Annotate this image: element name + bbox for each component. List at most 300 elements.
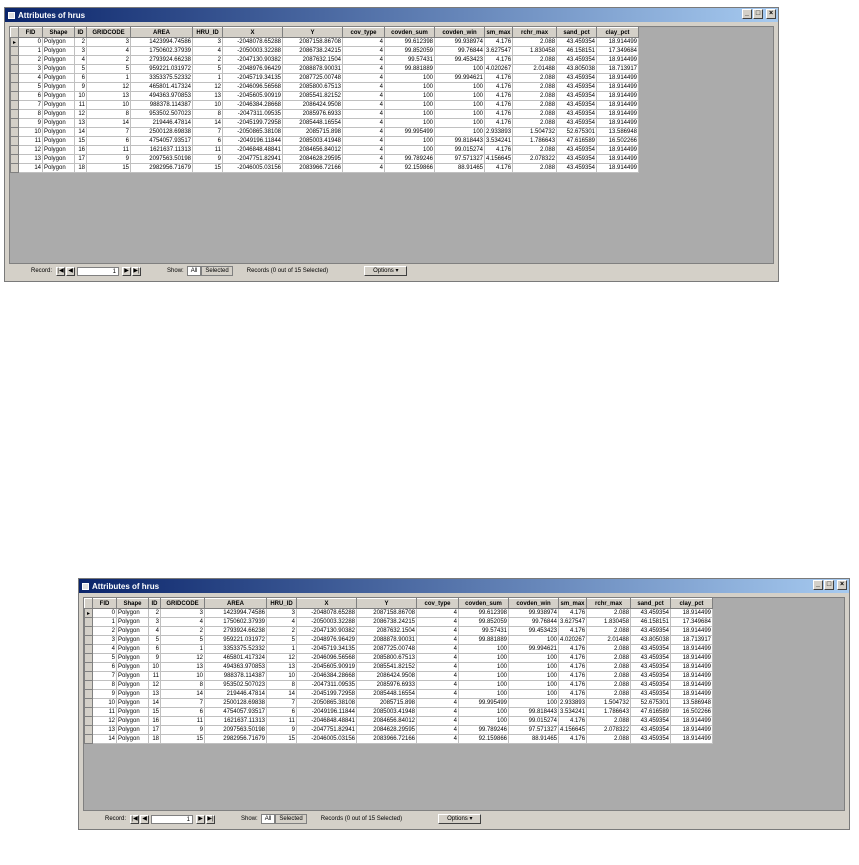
column-header-gridcode[interactable]: GRIDCODE [161, 599, 205, 609]
table-cell[interactable]: -2050865.38108 [297, 699, 357, 708]
table-cell[interactable]: 43.459354 [557, 146, 597, 155]
table-cell[interactable]: 13 [149, 690, 161, 699]
attribute-table-area[interactable] [9, 26, 774, 264]
table-cell[interactable]: 9 [267, 726, 297, 735]
table-cell[interactable]: 2084656.84012 [283, 146, 343, 155]
table-cell[interactable]: 4 [417, 636, 459, 645]
table-row[interactable] [85, 618, 713, 627]
table-cell[interactable]: 2982956.71679 [205, 735, 267, 744]
table-cell[interactable]: 3 [193, 38, 223, 47]
table-cell[interactable]: 494363.970853 [131, 92, 193, 101]
table-row[interactable] [11, 128, 639, 137]
column-header-clay-pct[interactable]: clay_pct [671, 599, 713, 609]
table-cell[interactable]: 2.088 [513, 119, 557, 128]
table-cell[interactable]: 11 [75, 101, 87, 110]
table-cell[interactable]: -2047751.82941 [297, 726, 357, 735]
table-cell[interactable]: 5 [93, 654, 117, 663]
table-cell[interactable]: 4 [343, 164, 385, 173]
table-cell[interactable]: 3 [149, 618, 161, 627]
table-cell[interactable]: 9 [149, 654, 161, 663]
table-cell[interactable]: 2088878.90031 [283, 65, 343, 74]
table-cell[interactable]: 4 [417, 708, 459, 717]
table-cell[interactable]: 6 [161, 708, 205, 717]
row-selector[interactable]: ▸ [11, 38, 19, 47]
row-selector[interactable] [85, 690, 93, 699]
table-cell[interactable]: 2086424.9508 [283, 101, 343, 110]
table-cell[interactable]: 2.088 [513, 110, 557, 119]
table-cell[interactable]: 3.534241 [560, 709, 586, 715]
table-cell[interactable]: 99.612398 [459, 609, 509, 618]
close-button[interactable]: × [837, 580, 847, 590]
row-selector[interactable] [85, 636, 93, 645]
table-cell[interactable]: -2049196.11844 [297, 708, 357, 717]
table-cell[interactable]: 10 [149, 663, 161, 672]
show-selected-button[interactable]: Selected [275, 814, 306, 824]
table-cell[interactable]: 2793924.66238 [131, 56, 193, 65]
table-cell[interactable]: 99.57431 [459, 627, 509, 636]
table-cell[interactable]: 2.088 [513, 146, 557, 155]
table-cell[interactable]: 99.852059 [459, 618, 509, 627]
column-header-x[interactable]: X [297, 599, 357, 609]
table-cell[interactable]: 43.459354 [631, 672, 671, 681]
table-cell[interactable]: 2086738.24215 [283, 47, 343, 56]
table-cell[interactable]: -2045199.72958 [223, 119, 283, 128]
table-cell[interactable]: 4 [417, 645, 459, 654]
table-row[interactable] [85, 717, 713, 726]
table-cell[interactable]: 52.675301 [631, 699, 671, 708]
row-selector[interactable] [11, 110, 19, 119]
table-cell[interactable]: 2.088 [513, 164, 557, 173]
table-cell[interactable]: 4.020267 [560, 637, 586, 643]
table-cell[interactable]: 2.01488 [513, 65, 557, 74]
title-bar[interactable] [5, 8, 778, 22]
table-cell[interactable]: 10 [87, 101, 131, 110]
table-cell[interactable]: 4.176 [559, 690, 587, 699]
table-cell[interactable]: 2 [19, 56, 43, 65]
table-cell[interactable]: 14 [267, 690, 297, 699]
table-cell[interactable]: 4 [417, 726, 459, 735]
first-record-button[interactable]: |◀ [131, 815, 138, 822]
table-cell[interactable]: 3353375.52332 [131, 74, 193, 83]
row-selector[interactable] [85, 654, 93, 663]
next-record-button[interactable]: ▶ [122, 267, 131, 276]
column-header-hru-id[interactable]: HRU_ID [267, 599, 297, 609]
table-cell[interactable]: 100 [385, 83, 435, 92]
table-cell[interactable]: -2048976.96429 [223, 65, 283, 74]
table-cell[interactable]: 2086424.9508 [357, 672, 417, 681]
table-cell[interactable]: 99.76844 [509, 618, 559, 627]
table-cell[interactable]: Polygon [117, 654, 149, 663]
table-cell[interactable]: 43.459354 [557, 164, 597, 173]
table-row[interactable] [85, 609, 713, 618]
table-cell[interactable]: 16 [75, 146, 87, 155]
table-row[interactable] [85, 726, 713, 735]
table-cell[interactable]: 2500128.69838 [205, 699, 267, 708]
minimize-button[interactable]: _ [813, 580, 823, 590]
table-cell[interactable]: 10 [193, 101, 223, 110]
table-cell[interactable]: 18.914499 [671, 663, 713, 672]
table-cell[interactable]: 2.088 [513, 101, 557, 110]
table-cell[interactable]: 10 [93, 699, 117, 708]
first-record-button[interactable]: |◀ [57, 267, 64, 274]
table-cell[interactable]: Polygon [117, 627, 149, 636]
table-cell[interactable]: 100 [385, 74, 435, 83]
table-cell[interactable]: 17 [149, 726, 161, 735]
table-cell[interactable]: 99.881889 [459, 636, 509, 645]
table-cell[interactable]: 3 [75, 47, 87, 56]
table-cell[interactable]: 4.176 [485, 164, 513, 173]
table-cell[interactable]: 2.01488 [587, 636, 631, 645]
table-cell[interactable]: 4.176 [485, 83, 513, 92]
table-cell[interactable]: 12 [19, 146, 43, 155]
table-cell[interactable]: 13.586948 [671, 699, 713, 708]
table-cell[interactable]: Polygon [117, 735, 149, 744]
table-cell[interactable]: 2.088 [587, 645, 631, 654]
table-cell[interactable]: 46.158151 [631, 618, 671, 627]
table-cell[interactable]: -2048078.65288 [223, 38, 283, 47]
table-cell[interactable]: Polygon [43, 164, 75, 173]
table-cell[interactable]: 100 [459, 717, 509, 726]
table-cell[interactable]: 988378.114387 [205, 672, 267, 681]
row-selector[interactable] [11, 137, 19, 146]
row-selector[interactable] [11, 92, 19, 101]
table-cell[interactable]: 2.088 [587, 690, 631, 699]
table-cell[interactable]: Polygon [43, 119, 75, 128]
table-cell[interactable]: -2046384.28668 [223, 101, 283, 110]
table-cell[interactable]: 18.713917 [597, 65, 639, 74]
table-cell[interactable]: 99.015274 [509, 717, 559, 726]
row-selector[interactable] [85, 735, 93, 744]
column-header-rchr-max[interactable]: rchr_max [587, 599, 631, 609]
table-cell[interactable]: 11 [19, 137, 43, 146]
row-selector[interactable] [85, 708, 93, 717]
table-cell[interactable]: 18.914499 [597, 83, 639, 92]
table-cell[interactable]: 4 [417, 681, 459, 690]
table-cell[interactable]: 2.078322 [587, 726, 631, 735]
row-selector[interactable] [85, 663, 93, 672]
table-cell[interactable]: 47.616589 [631, 708, 671, 717]
table-cell[interactable]: 1 [93, 618, 117, 627]
table-cell[interactable]: 2097563.50198 [205, 726, 267, 735]
table-cell[interactable]: -2045719.34135 [223, 74, 283, 83]
table-cell[interactable]: 2.933893 [560, 700, 586, 706]
row-selector[interactable] [85, 672, 93, 681]
table-cell[interactable]: 3 [267, 609, 297, 618]
table-cell[interactable]: 18.914499 [671, 672, 713, 681]
table-cell[interactable]: 100 [459, 681, 509, 690]
table-row[interactable] [85, 681, 713, 690]
table-cell[interactable]: 14 [193, 119, 223, 128]
column-header-sand-pct[interactable]: sand_pct [557, 28, 597, 38]
table-cell[interactable]: -2050865.38108 [223, 128, 283, 137]
row-selector[interactable] [11, 101, 19, 110]
table-cell[interactable]: 18.914499 [597, 56, 639, 65]
table-cell[interactable]: 11 [149, 672, 161, 681]
table-cell[interactable]: 17.349684 [671, 618, 713, 627]
table-cell[interactable]: -2047311.09535 [297, 681, 357, 690]
table-cell[interactable]: -2046005.03156 [223, 164, 283, 173]
table-cell[interactable]: 2085976.6933 [283, 110, 343, 119]
prev-record-button[interactable]: ◀ [140, 815, 149, 824]
table-row[interactable] [11, 110, 639, 119]
table-cell[interactable]: 2.088 [587, 717, 631, 726]
maximize-button[interactable]: □ [824, 580, 834, 590]
table-cell[interactable]: 494363.970853 [205, 663, 267, 672]
table-cell[interactable]: 13 [193, 92, 223, 101]
table-cell[interactable]: 97.571327 [435, 155, 485, 164]
table-cell[interactable]: 18.914499 [597, 74, 639, 83]
table-cell[interactable]: 2.088 [587, 627, 631, 636]
table-cell[interactable]: 14 [75, 128, 87, 137]
table-cell[interactable]: 4 [343, 47, 385, 56]
table-cell[interactable]: 4 [343, 128, 385, 137]
table-cell[interactable]: 43.459354 [631, 663, 671, 672]
table-cell[interactable]: 4.176 [485, 119, 513, 128]
table-cell[interactable]: 4754057.93517 [131, 137, 193, 146]
table-cell[interactable]: 2087158.86708 [357, 609, 417, 618]
table-cell[interactable]: 99.57431 [385, 56, 435, 65]
table-cell[interactable]: 100 [435, 92, 485, 101]
table-row[interactable] [85, 708, 713, 717]
table-cell[interactable]: 8 [267, 681, 297, 690]
show-all-button[interactable]: All [187, 266, 202, 276]
table-cell[interactable]: 2085800.67513 [357, 654, 417, 663]
table-cell[interactable]: 2085715.898 [357, 699, 417, 708]
table-cell[interactable]: 97.571327 [509, 726, 559, 735]
table-cell[interactable]: 2097563.50198 [131, 155, 193, 164]
table-cell[interactable]: 88.91465 [509, 735, 559, 744]
table-cell[interactable]: 100 [385, 146, 435, 155]
table-cell[interactable]: Polygon [117, 690, 149, 699]
table-cell[interactable]: 2 [149, 609, 161, 618]
table-cell[interactable]: 4.176 [559, 663, 587, 672]
table-cell[interactable]: 43.459354 [557, 155, 597, 164]
table-cell[interactable]: 10 [161, 672, 205, 681]
table-cell[interactable]: 10 [267, 672, 297, 681]
table-cell[interactable]: 99.818443 [435, 137, 485, 146]
table-cell[interactable]: 2084628.29595 [283, 155, 343, 164]
row-selector[interactable] [11, 146, 19, 155]
table-cell[interactable]: 2.088 [587, 681, 631, 690]
table-cell[interactable]: 92.159866 [459, 735, 509, 744]
table-cell[interactable]: 43.459354 [557, 110, 597, 119]
table-cell[interactable]: 2085541.82152 [357, 663, 417, 672]
table-cell[interactable]: 4 [343, 74, 385, 83]
table-cell[interactable]: 1 [193, 74, 223, 83]
column-header-id[interactable]: ID [149, 599, 161, 609]
table-cell[interactable]: 18.713917 [671, 636, 713, 645]
table-row[interactable] [85, 654, 713, 663]
table-cell[interactable]: 18.914499 [597, 38, 639, 47]
table-cell[interactable]: Polygon [117, 708, 149, 717]
table-cell[interactable]: 12 [267, 654, 297, 663]
table-cell[interactable]: 4.176 [559, 645, 587, 654]
table-row[interactable] [11, 83, 639, 92]
table-cell[interactable]: 14 [19, 164, 43, 173]
table-row[interactable] [11, 155, 639, 164]
table-cell[interactable]: 5 [75, 65, 87, 74]
row-selector[interactable] [11, 155, 19, 164]
table-cell[interactable]: 4 [343, 38, 385, 47]
column-header-covden-win[interactable]: covden_win [509, 599, 559, 609]
table-cell[interactable]: 3353375.52332 [205, 645, 267, 654]
table-cell[interactable]: 15 [193, 164, 223, 173]
table-cell[interactable]: -2045199.72958 [297, 690, 357, 699]
table-row[interactable] [11, 119, 639, 128]
table-cell[interactable]: 99.994621 [509, 645, 559, 654]
row-selector[interactable] [11, 119, 19, 128]
table-row[interactable] [85, 645, 713, 654]
column-header-y[interactable]: Y [357, 599, 417, 609]
table-cell[interactable]: 1.786643 [587, 708, 631, 717]
table-cell[interactable]: Polygon [43, 56, 75, 65]
table-cell[interactable]: 2085448.16554 [283, 119, 343, 128]
table-cell[interactable]: 6 [149, 645, 161, 654]
table-row[interactable] [11, 92, 639, 101]
table-cell[interactable]: 2500128.69838 [131, 128, 193, 137]
table-cell[interactable]: 4.176 [559, 681, 587, 690]
row-selector[interactable] [85, 726, 93, 735]
table-cell[interactable]: 6 [193, 137, 223, 146]
table-cell[interactable]: Polygon [43, 83, 75, 92]
table-cell[interactable]: Polygon [117, 717, 149, 726]
column-header-covden-win[interactable]: covden_win [435, 28, 485, 38]
table-cell[interactable]: 4 [417, 618, 459, 627]
table-cell[interactable]: 2.088 [587, 654, 631, 663]
table-cell[interactable]: 1.504732 [513, 128, 557, 137]
column-header-fid[interactable]: FID [19, 28, 43, 38]
table-cell[interactable]: 2.088 [513, 74, 557, 83]
table-cell[interactable]: 100 [385, 137, 435, 146]
table-cell[interactable]: 100 [459, 663, 509, 672]
column-header-y[interactable]: Y [283, 28, 343, 38]
table-cell[interactable]: 4 [87, 47, 131, 56]
table-cell[interactable]: 43.459354 [557, 38, 597, 47]
table-cell[interactable]: 43.459354 [631, 735, 671, 744]
table-row[interactable] [11, 65, 639, 74]
table-cell[interactable]: 4.176 [559, 735, 587, 744]
table-cell[interactable]: 2086738.24215 [357, 618, 417, 627]
table-cell[interactable]: 4.176 [485, 110, 513, 119]
table-cell[interactable]: 2085448.16554 [357, 690, 417, 699]
table-cell[interactable]: 100 [459, 672, 509, 681]
table-row[interactable] [85, 672, 713, 681]
table-cell[interactable]: 100 [509, 699, 559, 708]
table-row[interactable] [11, 101, 639, 110]
table-cell[interactable]: 18.914499 [671, 690, 713, 699]
row-selector[interactable] [85, 627, 93, 636]
table-cell[interactable]: 1423994.74586 [131, 38, 193, 47]
table-cell[interactable]: 1 [161, 645, 205, 654]
table-cell[interactable]: 43.459354 [631, 717, 671, 726]
table-cell[interactable]: 18.914499 [597, 92, 639, 101]
table-cell[interactable]: 4.176 [485, 56, 513, 65]
table-cell[interactable]: 100 [435, 83, 485, 92]
table-cell[interactable]: 43.459354 [631, 726, 671, 735]
show-all-button[interactable]: All [261, 814, 276, 824]
table-cell[interactable]: 4 [343, 92, 385, 101]
table-cell[interactable]: 11 [161, 717, 205, 726]
table-cell[interactable]: 99.818443 [509, 708, 559, 717]
table-cell[interactable]: 100 [459, 690, 509, 699]
table-cell[interactable]: 6 [93, 663, 117, 672]
table-cell[interactable]: 100 [509, 681, 559, 690]
table-cell[interactable]: 2.088 [513, 56, 557, 65]
table-cell[interactable]: -2050003.32288 [223, 47, 283, 56]
table-cell[interactable]: 18.914499 [597, 101, 639, 110]
table-cell[interactable]: 1 [19, 47, 43, 56]
table-cell[interactable]: 100 [509, 690, 559, 699]
minimize-button[interactable]: _ [742, 9, 752, 19]
row-selector[interactable] [11, 47, 19, 56]
table-cell[interactable]: 15 [149, 708, 161, 717]
table-cell[interactable]: 4 [343, 119, 385, 128]
table-cell[interactable]: Polygon [117, 618, 149, 627]
table-cell[interactable]: 13 [87, 92, 131, 101]
table-cell[interactable]: 6 [87, 137, 131, 146]
table-cell[interactable]: 2 [161, 627, 205, 636]
attribute-table-area[interactable] [83, 597, 845, 811]
table-cell[interactable]: 5 [193, 65, 223, 74]
table-cell[interactable]: 3 [93, 636, 117, 645]
table-cell[interactable]: 2087632.1504 [283, 56, 343, 65]
table-cell[interactable]: 99.612398 [385, 38, 435, 47]
table-cell[interactable]: 4 [75, 56, 87, 65]
table-cell[interactable]: 4 [417, 609, 459, 618]
table-cell[interactable]: 4.176 [485, 92, 513, 101]
table-cell[interactable]: 2087725.00748 [357, 645, 417, 654]
table-cell[interactable]: 4 [149, 627, 161, 636]
table-cell[interactable]: 2085715.898 [283, 128, 343, 137]
table-row[interactable] [11, 56, 639, 65]
table-cell[interactable]: 99.015274 [435, 146, 485, 155]
table-cell[interactable]: 7 [19, 101, 43, 110]
table-cell[interactable]: 11 [267, 717, 297, 726]
table-cell[interactable]: 1 [267, 645, 297, 654]
column-header-covden-sum[interactable]: covden_sum [385, 28, 435, 38]
table-cell[interactable]: 12 [87, 83, 131, 92]
table-row[interactable] [11, 38, 639, 47]
table-cell[interactable]: 2085003.41948 [283, 137, 343, 146]
table-cell[interactable]: 2.078322 [513, 155, 557, 164]
table-cell[interactable]: 43.805038 [631, 636, 671, 645]
table-cell[interactable]: 2083966.72166 [357, 735, 417, 744]
table-cell[interactable]: -2046848.48841 [297, 717, 357, 726]
column-header-cov-type[interactable]: cov_type [343, 28, 385, 38]
table-cell[interactable]: Polygon [43, 146, 75, 155]
table-cell[interactable]: 12 [75, 110, 87, 119]
table-cell[interactable]: 9 [193, 155, 223, 164]
table-cell[interactable]: 11 [93, 708, 117, 717]
table-cell[interactable]: 4 [417, 663, 459, 672]
table-cell[interactable]: Polygon [117, 726, 149, 735]
table-cell[interactable]: -2045605.90919 [223, 92, 283, 101]
table-cell[interactable]: 4 [343, 155, 385, 164]
table-cell[interactable]: 8 [93, 681, 117, 690]
table-cell[interactable]: 2.088 [513, 92, 557, 101]
table-cell[interactable]: 3.534241 [486, 138, 512, 144]
table-cell[interactable]: Polygon [117, 645, 149, 654]
table-cell[interactable]: 18 [149, 735, 161, 744]
table-cell[interactable]: 18.914499 [597, 119, 639, 128]
table-cell[interactable]: 43.459354 [557, 101, 597, 110]
table-cell[interactable]: 6 [267, 708, 297, 717]
column-header-cov-type[interactable]: cov_type [417, 599, 459, 609]
table-cell[interactable]: Polygon [43, 74, 75, 83]
table-cell[interactable]: 2 [75, 38, 87, 47]
last-record-button[interactable]: ▶| [207, 815, 214, 822]
table-cell[interactable]: 13 [267, 663, 297, 672]
